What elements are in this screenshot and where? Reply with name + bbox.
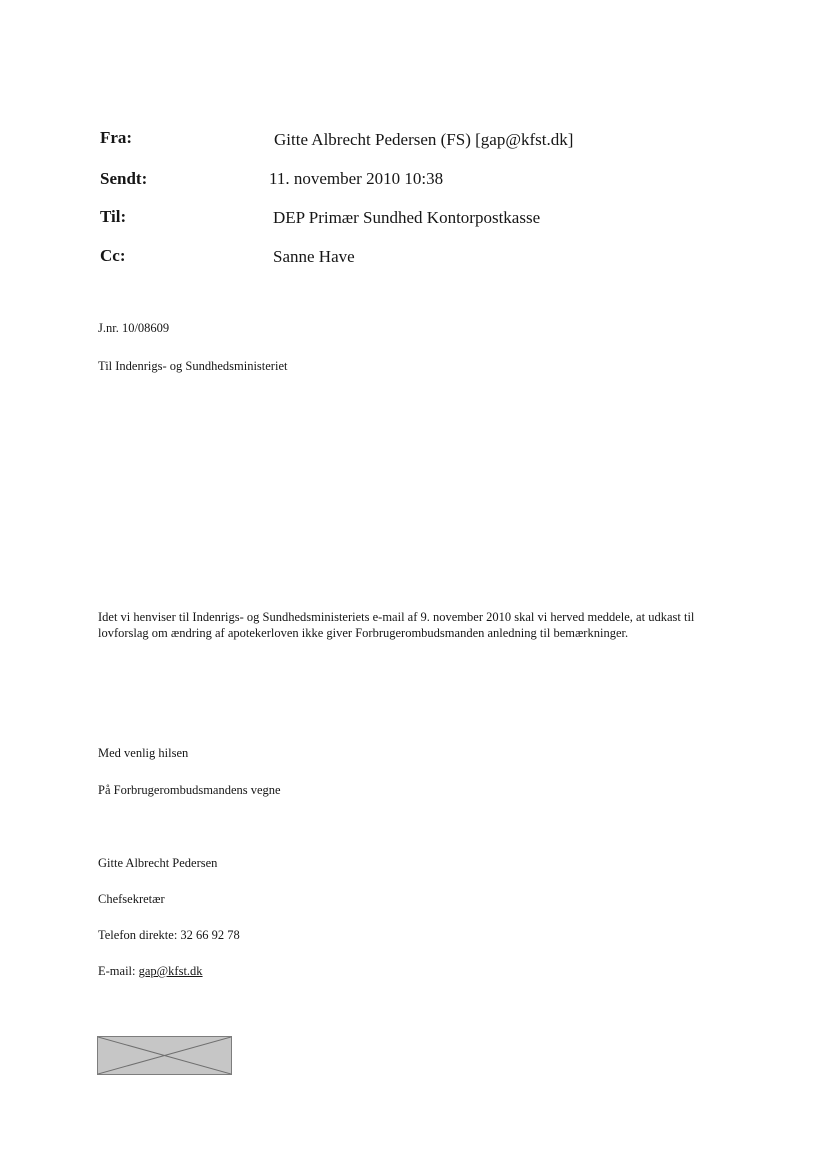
to-label: Til:: [100, 207, 127, 226]
email-label: E-mail:: [98, 964, 139, 978]
signature-email: [98, 964, 203, 979]
journal-number: J.nr. 10/08609: [98, 321, 170, 335]
signature-title: Chefsekretær: [98, 892, 165, 906]
greeting: Med venlig hilsen: [98, 746, 189, 760]
from-value: Gitte Albrecht Pedersen (FS) [gap@kfst.dk]: [274, 130, 574, 149]
email-link[interactable]: gap@kfst.dk: [138, 964, 203, 978]
recipient-line: Til Indenrigs- og Sundhedsministeriet: [98, 359, 288, 373]
missing-image-placeholder: [97, 1036, 232, 1075]
message-paragraph: Idet vi henviser til Indenrigs- og Sundhedsministeriets e-mail af 9. november 2010 skal vi herved meddele, at udkast til lovforslag om ændring af apotekerloven ikke giver Forbrugerombudsmanden anledning til bemærkninger.: [98, 610, 695, 640]
to-value: DEP Primær Sundhed Kontorpostkasse: [273, 208, 541, 227]
cc-label: Cc:: [100, 246, 126, 265]
sent-value: 11. november 2010 10:38: [269, 169, 444, 188]
cc-value: Sanne Have: [273, 247, 355, 266]
sent-label: Sendt:: [100, 169, 148, 188]
signature-name: Gitte Albrecht Pedersen: [98, 856, 218, 870]
on-behalf-line: På Forbrugerombudsmandens vegne: [98, 783, 281, 797]
from-label: Fra:: [100, 128, 133, 147]
signature-phone: Telefon direkte: 32 66 92 78: [98, 928, 240, 942]
broken-image-icon: [98, 1037, 231, 1074]
